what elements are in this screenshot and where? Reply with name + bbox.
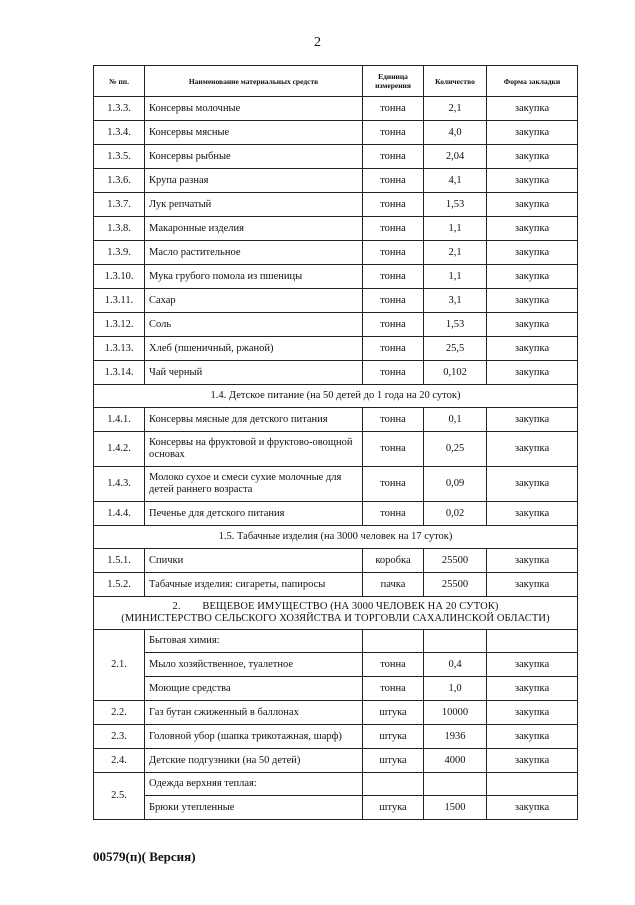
row-unit: тонна [363, 193, 424, 217]
row-qty: 1,53 [424, 313, 487, 337]
row-name: Масло растительное [145, 241, 363, 265]
row-num: 1.3.11. [94, 289, 145, 313]
row-qty: 0,1 [424, 408, 487, 432]
row-unit: тонна [363, 502, 424, 526]
row-qty: 2,1 [424, 97, 487, 121]
row-form: закупка [487, 217, 578, 241]
row-name: Консервы мясные для детского питания [145, 408, 363, 432]
row-form: закупка [487, 796, 578, 820]
row-unit: тонна [363, 97, 424, 121]
row-num: 1.4.4. [94, 502, 145, 526]
row-name: Крупа разная [145, 169, 363, 193]
header-qty: Количество [424, 66, 487, 97]
row-name: Печенье для детского питания [145, 502, 363, 526]
table-row [94, 502, 578, 526]
row-qty: 25,5 [424, 337, 487, 361]
row-qty: 0,4 [424, 653, 487, 677]
header-num: № пп. [94, 66, 145, 97]
row-unit: тонна [363, 408, 424, 432]
table-row [94, 467, 578, 502]
row-name: Молоко сухое и смеси сухие молочные для детей раннего возраста [145, 467, 363, 502]
section-1-4-title: 1.4. Детское питание (на 50 детей до 1 года на 20 суток) [94, 385, 578, 408]
table-row [94, 549, 578, 573]
row-form: закупка [487, 97, 578, 121]
row-qty: 1,53 [424, 193, 487, 217]
empty-cell [424, 630, 487, 653]
row-num: 1.4.1. [94, 408, 145, 432]
header-unit: Единица измерения [363, 66, 424, 97]
row-unit: штука [363, 725, 424, 749]
row-unit: тонна [363, 265, 424, 289]
row-name: Головной убор (шапка трикотажная, шарф) [145, 725, 363, 749]
row-name: Мука грубого помола из пшеницы [145, 265, 363, 289]
row-unit: штука [363, 701, 424, 725]
row-name: Сахар [145, 289, 363, 313]
table-row [94, 432, 578, 467]
row-num: 1.3.9. [94, 241, 145, 265]
row-unit: тонна [363, 121, 424, 145]
row-unit: тонна [363, 677, 424, 701]
row-form: закупка [487, 467, 578, 502]
row-qty: 25500 [424, 549, 487, 573]
row-num: 1.3.4. [94, 121, 145, 145]
table-row [94, 361, 578, 385]
row-name: Консервы рыбные [145, 145, 363, 169]
row-qty: 1936 [424, 725, 487, 749]
row-form: закупка [487, 265, 578, 289]
row-num: 1.5.2. [94, 573, 145, 597]
header-name: Наименование материальных средств [145, 66, 363, 97]
row-name: Газ бутан сжиженный в баллонах [145, 701, 363, 725]
empty-cell [424, 773, 487, 796]
row-qty: 2,1 [424, 241, 487, 265]
row-num: 1.3.3. [94, 97, 145, 121]
group-title: Одежда верхняя теплая: [145, 773, 363, 796]
section-row [94, 526, 578, 549]
row-form: закупка [487, 313, 578, 337]
table-row [94, 408, 578, 432]
row-num: 1.3.14. [94, 361, 145, 385]
row-qty: 3,1 [424, 289, 487, 313]
row-num: 2.5. [94, 773, 145, 820]
row-form: закупка [487, 502, 578, 526]
row-form: закупка [487, 193, 578, 217]
row-qty: 4,1 [424, 169, 487, 193]
row-form: закупка [487, 725, 578, 749]
row-name: Консервы мясные [145, 121, 363, 145]
row-num: 1.5.1. [94, 549, 145, 573]
group-title: Бытовая химия: [145, 630, 363, 653]
row-form: закупка [487, 408, 578, 432]
row-name: Консервы молочные [145, 97, 363, 121]
row-form: закупка [487, 749, 578, 773]
row-unit: тонна [363, 467, 424, 502]
row-form: закупка [487, 289, 578, 313]
row-name: Детские подгузники (на 50 детей) [145, 749, 363, 773]
row-form: закупка [487, 432, 578, 467]
table-row [94, 289, 578, 313]
header-form: Форма закладки [487, 66, 578, 97]
row-unit: коробка [363, 549, 424, 573]
row-form: закупка [487, 121, 578, 145]
row-unit: тонна [363, 432, 424, 467]
row-name: Моющие средства [145, 677, 363, 701]
document-footer-code: 00579(п)( Версия) [93, 849, 196, 864]
row-num: 1.3.7. [94, 193, 145, 217]
row-form: закупка [487, 549, 578, 573]
row-form: закупка [487, 241, 578, 265]
table-row [94, 773, 578, 796]
table-row [94, 653, 578, 677]
row-form: закупка [487, 653, 578, 677]
row-qty: 1500 [424, 796, 487, 820]
row-qty: 25500 [424, 573, 487, 597]
section-1-5-title: 1.5. Табачные изделия (на 3000 человек на 17 суток) [94, 526, 578, 549]
row-num: 2.2. [94, 701, 145, 725]
row-qty: 10000 [424, 701, 487, 725]
row-name: Консервы на фруктовой и фруктово-овощной основах [145, 432, 363, 467]
row-unit: пачка [363, 573, 424, 597]
row-form: закупка [487, 145, 578, 169]
table-row [94, 97, 578, 121]
row-num: 1.3.10. [94, 265, 145, 289]
row-qty: 1,0 [424, 677, 487, 701]
table-row [94, 145, 578, 169]
materials-table [93, 65, 578, 820]
row-name: Брюки утепленные [145, 796, 363, 820]
row-unit: тонна [363, 653, 424, 677]
row-name: Мыло хозяйственное, туалетное [145, 653, 363, 677]
page-number: 2 [314, 35, 321, 50]
row-qty: 0,25 [424, 432, 487, 467]
row-name: Чай черный [145, 361, 363, 385]
table-row [94, 701, 578, 725]
row-name: Соль [145, 313, 363, 337]
empty-cell [487, 773, 578, 796]
row-unit: штука [363, 796, 424, 820]
row-name: Макаронные изделия [145, 217, 363, 241]
table-row [94, 217, 578, 241]
section-row [94, 385, 578, 408]
row-num: 1.3.6. [94, 169, 145, 193]
empty-cell [363, 630, 424, 653]
row-qty: 2,04 [424, 145, 487, 169]
row-name: Табачные изделия: сигареты, папиросы [145, 573, 363, 597]
row-num: 2.4. [94, 749, 145, 773]
row-num: 2.1. [94, 630, 145, 701]
row-unit: тонна [363, 313, 424, 337]
table-row [94, 193, 578, 217]
row-qty: 0,02 [424, 502, 487, 526]
row-qty: 1,1 [424, 217, 487, 241]
table-header-row [94, 66, 578, 97]
row-qty: 4000 [424, 749, 487, 773]
table-row [94, 337, 578, 361]
row-unit: тонна [363, 217, 424, 241]
table-row [94, 749, 578, 773]
section-2-line1: 2. ВЕЩЕВОЕ ИМУЩЕСТВО (НА 3000 ЧЕЛОВЕК НА 20 СУТОК) [172, 601, 499, 612]
row-qty: 0,09 [424, 467, 487, 502]
row-unit: тонна [363, 289, 424, 313]
table-row [94, 677, 578, 701]
table-row [94, 725, 578, 749]
row-num: 1.3.8. [94, 217, 145, 241]
row-num: 1.4.3. [94, 467, 145, 502]
row-form: закупка [487, 361, 578, 385]
row-num: 1.3.5. [94, 145, 145, 169]
row-name: Хлеб (пшеничный, ржаной) [145, 337, 363, 361]
table-row [94, 630, 578, 653]
row-form: закупка [487, 677, 578, 701]
row-form: закупка [487, 573, 578, 597]
row-unit: тонна [363, 337, 424, 361]
table-row [94, 241, 578, 265]
table-row [94, 573, 578, 597]
row-unit: тонна [363, 145, 424, 169]
row-num: 2.3. [94, 725, 145, 749]
table-row [94, 796, 578, 820]
row-form: закупка [487, 169, 578, 193]
row-qty: 1,1 [424, 265, 487, 289]
table-row [94, 121, 578, 145]
table-row [94, 265, 578, 289]
row-unit: штука [363, 749, 424, 773]
row-form: закупка [487, 337, 578, 361]
row-qty: 0,102 [424, 361, 487, 385]
row-unit: тонна [363, 361, 424, 385]
row-qty: 4,0 [424, 121, 487, 145]
table-row [94, 313, 578, 337]
empty-cell [487, 630, 578, 653]
row-num: 1.4.2. [94, 432, 145, 467]
row-form: закупка [487, 701, 578, 725]
row-unit: тонна [363, 169, 424, 193]
row-unit: тонна [363, 241, 424, 265]
row-num: 1.3.12. [94, 313, 145, 337]
row-name: Лук репчатый [145, 193, 363, 217]
section-row [94, 597, 578, 630]
row-name: Спички [145, 549, 363, 573]
section-2-title [94, 597, 578, 630]
table-row [94, 169, 578, 193]
section-2-line2: (МИНИСТЕРСТВО СЕЛЬСКОГО ХОЗЯЙСТВА И ТОРГОВЛИ САХАЛИНСКОЙ ОБЛАСТИ) [121, 613, 550, 624]
empty-cell [363, 773, 424, 796]
row-num: 1.3.13. [94, 337, 145, 361]
